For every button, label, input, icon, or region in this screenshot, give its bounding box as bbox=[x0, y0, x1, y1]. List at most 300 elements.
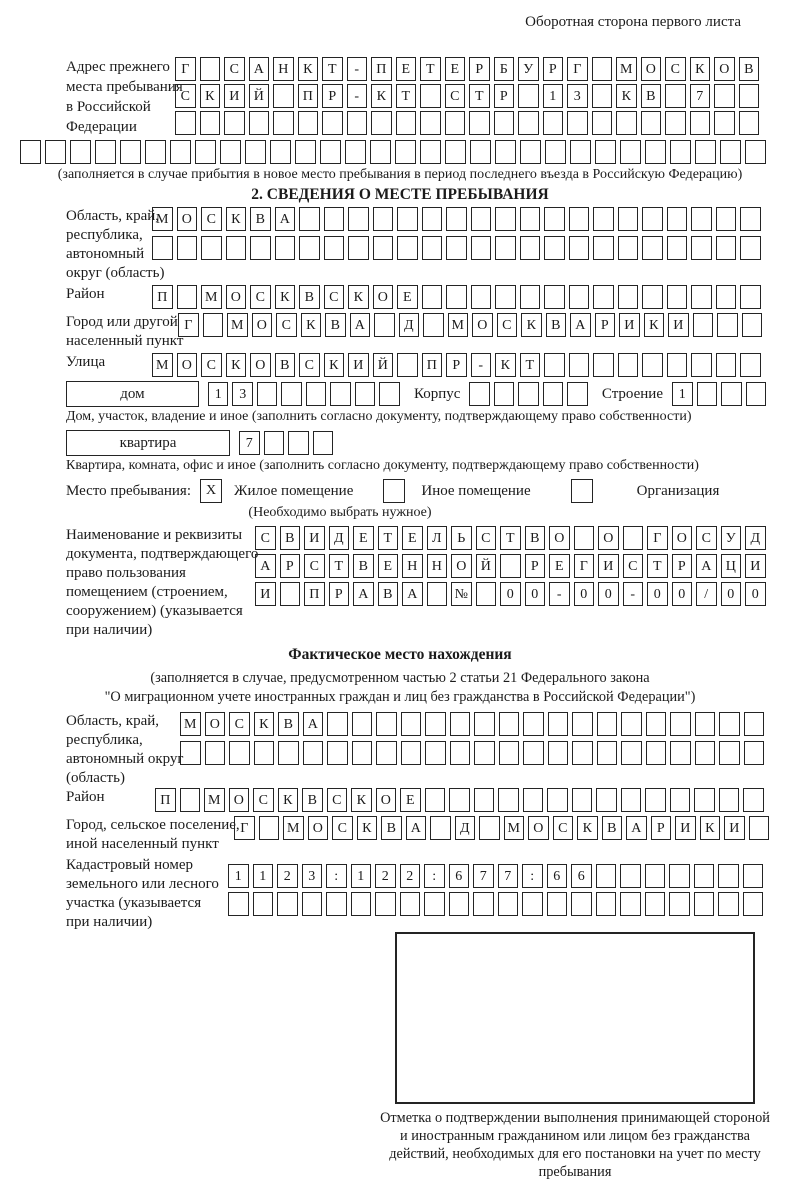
char-box bbox=[543, 111, 564, 135]
fact-city-block bbox=[66, 816, 766, 854]
char-box: Т bbox=[520, 353, 541, 377]
char-box: А bbox=[255, 554, 276, 578]
apartment-box-label: квартира bbox=[66, 430, 230, 456]
char-box bbox=[518, 111, 539, 135]
char-box: О bbox=[472, 313, 493, 337]
stay-option-residential: Жилое помещение bbox=[234, 482, 354, 499]
cadastral-block bbox=[66, 856, 766, 932]
char-box bbox=[324, 207, 345, 231]
char-box: П bbox=[152, 285, 173, 309]
char-box bbox=[273, 84, 294, 108]
char-box: О bbox=[598, 526, 619, 550]
char-box: 1 bbox=[543, 84, 564, 108]
char-box bbox=[597, 741, 618, 765]
char-box: О bbox=[451, 554, 472, 578]
char-box: Т bbox=[396, 84, 417, 108]
char-box: К bbox=[351, 788, 372, 812]
char-box bbox=[288, 431, 309, 455]
char-box bbox=[618, 207, 639, 231]
char-box: О bbox=[373, 285, 394, 309]
char-box bbox=[422, 285, 443, 309]
char-box bbox=[567, 382, 588, 406]
char-box bbox=[371, 111, 392, 135]
char-box bbox=[744, 712, 765, 736]
char-box: И bbox=[255, 582, 276, 606]
char-box: К bbox=[226, 353, 247, 377]
char-box: Р bbox=[595, 313, 616, 337]
char-box: С bbox=[175, 84, 196, 108]
char-box bbox=[425, 712, 446, 736]
apartment-cells bbox=[239, 431, 333, 455]
char-box bbox=[749, 816, 770, 840]
stay-checkbox-organization bbox=[571, 479, 593, 503]
char-box bbox=[200, 57, 221, 81]
char-box bbox=[270, 140, 291, 164]
char-box: С bbox=[201, 353, 222, 377]
char-box bbox=[572, 712, 593, 736]
char-box bbox=[450, 712, 471, 736]
char-box: А bbox=[303, 712, 324, 736]
char-box: С bbox=[696, 526, 717, 550]
char-box bbox=[645, 864, 666, 888]
char-box: С bbox=[276, 313, 297, 337]
char-box: Л bbox=[427, 526, 448, 550]
char-box bbox=[694, 892, 715, 916]
confirmation-stamp-caption: Отметка о подтверждении выполнения принимающей стороной и иностранным гражданином или лицом без гражданства действий, необходимых для его постановки на учет по месту пребывания bbox=[380, 1110, 770, 1180]
label-line: иной населенный пункт bbox=[66, 836, 219, 852]
char-box: О bbox=[672, 526, 693, 550]
stroenie-label: Строение bbox=[601, 385, 663, 402]
char-box bbox=[695, 140, 716, 164]
fact-district-row bbox=[155, 788, 764, 812]
char-box bbox=[298, 111, 319, 135]
char-box bbox=[522, 892, 543, 916]
char-box bbox=[420, 140, 441, 164]
char-box bbox=[592, 111, 613, 135]
char-box bbox=[719, 741, 740, 765]
cadastral-label bbox=[66, 856, 228, 932]
stroenie-cells bbox=[672, 382, 766, 406]
char-box bbox=[596, 788, 617, 812]
char-box: О bbox=[252, 313, 273, 337]
page-corner-note: Оборотная сторона первого листа bbox=[525, 14, 741, 30]
char-box: : bbox=[326, 864, 347, 888]
char-box: М bbox=[283, 816, 304, 840]
char-box: Д bbox=[399, 313, 420, 337]
char-box: 7 bbox=[239, 431, 260, 455]
char-box bbox=[320, 140, 341, 164]
char-box bbox=[425, 741, 446, 765]
char-box bbox=[245, 140, 266, 164]
char-box bbox=[597, 712, 618, 736]
char-box bbox=[520, 207, 541, 231]
char-box: С bbox=[229, 712, 250, 736]
char-box: С bbox=[665, 57, 686, 81]
char-box: В bbox=[325, 313, 346, 337]
char-box bbox=[180, 788, 201, 812]
region-row-2 bbox=[152, 236, 761, 260]
char-box bbox=[220, 140, 241, 164]
char-box: Р bbox=[322, 84, 343, 108]
char-box: Р bbox=[543, 57, 564, 81]
house-row bbox=[66, 381, 766, 407]
label-line: участка (указывается bbox=[66, 895, 202, 911]
char-box: М bbox=[448, 313, 469, 337]
char-box bbox=[695, 712, 716, 736]
char-box: К bbox=[324, 353, 345, 377]
char-box: К bbox=[278, 788, 299, 812]
char-box: К bbox=[301, 313, 322, 337]
char-box bbox=[420, 84, 441, 108]
fact-region-rows bbox=[180, 712, 764, 765]
stay-option-organization: Организация bbox=[636, 482, 720, 499]
label-line: Адрес прежнего bbox=[66, 59, 170, 75]
char-box: 0 bbox=[598, 582, 619, 606]
city-block bbox=[66, 313, 766, 351]
label-line: Район bbox=[66, 286, 105, 302]
fact-region-label bbox=[66, 712, 184, 788]
char-box: Ц bbox=[721, 554, 742, 578]
document-row-1 bbox=[255, 526, 766, 550]
char-box bbox=[743, 892, 764, 916]
char-box bbox=[623, 526, 644, 550]
char-box: 0 bbox=[647, 582, 668, 606]
char-box bbox=[352, 712, 373, 736]
char-box bbox=[618, 236, 639, 260]
char-box: 1 bbox=[253, 864, 274, 888]
char-box bbox=[645, 892, 666, 916]
char-box bbox=[667, 353, 688, 377]
label-line: Город, сельское поселение, bbox=[66, 817, 240, 833]
char-box: Г bbox=[234, 816, 255, 840]
char-box bbox=[397, 353, 418, 377]
char-box bbox=[621, 788, 642, 812]
char-box bbox=[228, 892, 249, 916]
char-box: Р bbox=[446, 353, 467, 377]
char-box bbox=[620, 892, 641, 916]
char-box: : bbox=[522, 864, 543, 888]
char-box bbox=[449, 788, 470, 812]
char-box bbox=[567, 111, 588, 135]
char-box: Е bbox=[397, 285, 418, 309]
district-label bbox=[66, 285, 152, 304]
char-box: К bbox=[700, 816, 721, 840]
char-box: И bbox=[348, 353, 369, 377]
stay-place-hint: (Необходимо выбрать нужное) bbox=[248, 505, 432, 520]
char-box bbox=[665, 84, 686, 108]
char-box bbox=[595, 140, 616, 164]
char-box bbox=[523, 741, 544, 765]
char-box bbox=[646, 741, 667, 765]
char-box bbox=[667, 236, 688, 260]
char-box: Й bbox=[373, 353, 394, 377]
char-box: А bbox=[570, 313, 591, 337]
char-box: Б bbox=[494, 57, 515, 81]
char-box: М bbox=[204, 788, 225, 812]
char-box: Т bbox=[322, 57, 343, 81]
char-box bbox=[545, 140, 566, 164]
char-box: О bbox=[250, 353, 271, 377]
char-box bbox=[264, 431, 285, 455]
char-box bbox=[473, 892, 494, 916]
char-box bbox=[249, 111, 270, 135]
char-box: Й bbox=[476, 554, 497, 578]
char-box bbox=[396, 111, 417, 135]
char-box bbox=[425, 788, 446, 812]
char-box: К bbox=[275, 285, 296, 309]
house-number-cells bbox=[208, 382, 400, 406]
char-box bbox=[518, 84, 539, 108]
char-box: 0 bbox=[500, 582, 521, 606]
char-box: 7 bbox=[498, 864, 519, 888]
char-box: № bbox=[451, 582, 472, 606]
char-box: О bbox=[308, 816, 329, 840]
char-box: 0 bbox=[672, 582, 693, 606]
char-box bbox=[373, 207, 394, 231]
char-box bbox=[476, 582, 497, 606]
char-box bbox=[195, 140, 216, 164]
char-box bbox=[327, 712, 348, 736]
label-line: в Российской bbox=[66, 99, 151, 115]
char-box: Т bbox=[378, 526, 399, 550]
char-box: М bbox=[180, 712, 201, 736]
char-box bbox=[596, 864, 617, 888]
char-box bbox=[277, 892, 298, 916]
prev-address-label bbox=[66, 57, 183, 137]
char-box: Т bbox=[329, 554, 350, 578]
char-box bbox=[499, 712, 520, 736]
char-box: С bbox=[497, 313, 518, 337]
char-box bbox=[667, 207, 688, 231]
char-box bbox=[498, 892, 519, 916]
house-box-label: дом bbox=[66, 381, 199, 407]
char-box bbox=[397, 207, 418, 231]
char-box bbox=[669, 892, 690, 916]
char-box bbox=[543, 382, 564, 406]
char-box: И bbox=[224, 84, 245, 108]
char-box: Т bbox=[500, 526, 521, 550]
char-box: : bbox=[424, 864, 445, 888]
char-box bbox=[620, 864, 641, 888]
label-line: при наличии) bbox=[66, 914, 153, 930]
cadastral-row-1 bbox=[228, 864, 763, 888]
city-label bbox=[66, 313, 184, 351]
label-line: места пребывания bbox=[66, 79, 183, 95]
char-box: Г bbox=[647, 526, 668, 550]
char-box bbox=[401, 741, 422, 765]
char-box: С bbox=[255, 526, 276, 550]
char-box bbox=[45, 140, 66, 164]
char-box: 7 bbox=[690, 84, 711, 108]
char-box bbox=[379, 382, 400, 406]
char-box bbox=[470, 140, 491, 164]
char-box: Н bbox=[273, 57, 294, 81]
char-box: В bbox=[353, 554, 374, 578]
char-box bbox=[691, 353, 712, 377]
cadastral-row-2 bbox=[228, 892, 763, 916]
char-box bbox=[327, 741, 348, 765]
char-box bbox=[177, 285, 198, 309]
char-box bbox=[572, 788, 593, 812]
char-box: 2 bbox=[375, 864, 396, 888]
char-box: - bbox=[347, 57, 368, 81]
char-box: К bbox=[690, 57, 711, 81]
char-box bbox=[257, 382, 278, 406]
char-box bbox=[618, 285, 639, 309]
char-box bbox=[306, 382, 327, 406]
char-box bbox=[330, 382, 351, 406]
char-box bbox=[593, 353, 614, 377]
char-box: В bbox=[602, 816, 623, 840]
char-box bbox=[500, 554, 521, 578]
char-box: С bbox=[304, 554, 325, 578]
char-box bbox=[370, 140, 391, 164]
char-box: А bbox=[350, 313, 371, 337]
char-box bbox=[145, 140, 166, 164]
char-box bbox=[494, 382, 515, 406]
char-box: И bbox=[598, 554, 619, 578]
document-row-2 bbox=[255, 554, 766, 578]
char-box bbox=[423, 313, 444, 337]
char-box bbox=[120, 140, 141, 164]
char-box bbox=[20, 140, 41, 164]
stay-place-row bbox=[66, 479, 766, 503]
label-line: Область, край, bbox=[66, 208, 160, 224]
char-box bbox=[348, 236, 369, 260]
char-box: К bbox=[644, 313, 665, 337]
char-box: О bbox=[376, 788, 397, 812]
char-box: С bbox=[324, 285, 345, 309]
char-box: - bbox=[471, 353, 492, 377]
char-box: - bbox=[549, 582, 570, 606]
fact-city-label bbox=[66, 816, 240, 854]
actual-location-title: Фактическое место нахождения bbox=[288, 646, 512, 663]
char-box bbox=[695, 741, 716, 765]
char-box: Р bbox=[651, 816, 672, 840]
char-box bbox=[229, 741, 250, 765]
stay-option-other: Иное помещение bbox=[421, 482, 531, 499]
char-box: В bbox=[525, 526, 546, 550]
label-line: Федерации bbox=[66, 119, 137, 135]
char-box bbox=[253, 892, 274, 916]
char-box bbox=[544, 353, 565, 377]
char-box: 2 bbox=[400, 864, 421, 888]
char-box bbox=[523, 788, 544, 812]
street-block bbox=[66, 353, 766, 377]
char-box: И bbox=[619, 313, 640, 337]
section2-title: 2. СВЕДЕНИЯ О МЕСТЕ ПРЕБЫВАНИЯ bbox=[251, 186, 549, 203]
char-box bbox=[740, 207, 761, 231]
char-box: С bbox=[332, 816, 353, 840]
char-box: А bbox=[249, 57, 270, 81]
char-box bbox=[422, 207, 443, 231]
char-box: П bbox=[371, 57, 392, 81]
char-box bbox=[743, 788, 764, 812]
char-box: С bbox=[250, 285, 271, 309]
char-box bbox=[445, 140, 466, 164]
char-box bbox=[745, 140, 766, 164]
char-box: Г bbox=[574, 554, 595, 578]
char-box: П bbox=[298, 84, 319, 108]
char-box: С bbox=[623, 554, 644, 578]
char-box bbox=[746, 382, 767, 406]
char-box bbox=[313, 431, 334, 455]
char-box bbox=[479, 816, 500, 840]
char-box: М bbox=[504, 816, 525, 840]
char-box bbox=[445, 111, 466, 135]
char-box: 3 bbox=[302, 864, 323, 888]
char-box bbox=[569, 353, 590, 377]
fact-city-row bbox=[234, 816, 769, 840]
char-box: В bbox=[546, 313, 567, 337]
char-box: С bbox=[445, 84, 466, 108]
char-box bbox=[621, 741, 642, 765]
char-box: 1 bbox=[208, 382, 229, 406]
fact-region-row-2 bbox=[180, 741, 764, 765]
char-box bbox=[201, 236, 222, 260]
char-box: П bbox=[304, 582, 325, 606]
char-box: О bbox=[226, 285, 247, 309]
prev-address-row-2 bbox=[175, 84, 759, 108]
char-box: 6 bbox=[547, 864, 568, 888]
char-box: Д bbox=[329, 526, 350, 550]
char-box bbox=[348, 207, 369, 231]
char-box: К bbox=[357, 816, 378, 840]
char-box bbox=[621, 712, 642, 736]
char-box: К bbox=[371, 84, 392, 108]
char-box: Р bbox=[494, 84, 515, 108]
apartment-row bbox=[66, 430, 766, 456]
char-box: К bbox=[254, 712, 275, 736]
char-box bbox=[70, 140, 91, 164]
char-box bbox=[667, 285, 688, 309]
char-box bbox=[574, 526, 595, 550]
label-line: республика, bbox=[66, 732, 143, 748]
char-box bbox=[544, 285, 565, 309]
char-box bbox=[302, 892, 323, 916]
char-box: У bbox=[721, 526, 742, 550]
char-box: Р bbox=[329, 582, 350, 606]
char-box bbox=[203, 313, 224, 337]
prev-address-row-3 bbox=[175, 111, 759, 135]
label-line: Район bbox=[66, 789, 105, 805]
char-box: 3 bbox=[232, 382, 253, 406]
char-box: С bbox=[299, 353, 320, 377]
char-box: Е bbox=[400, 788, 421, 812]
char-box: Р bbox=[469, 57, 490, 81]
char-box: - bbox=[623, 582, 644, 606]
char-box: 2 bbox=[277, 864, 298, 888]
char-box: М bbox=[201, 285, 222, 309]
char-box bbox=[646, 712, 667, 736]
label-line: округ (область) bbox=[66, 265, 165, 281]
label-line: автономный округ bbox=[66, 751, 184, 767]
char-box: В bbox=[739, 57, 760, 81]
char-box: М bbox=[152, 207, 173, 231]
char-box: 0 bbox=[721, 582, 742, 606]
char-box bbox=[471, 207, 492, 231]
char-box: М bbox=[616, 57, 637, 81]
label-line: помещением (строением, bbox=[66, 584, 228, 600]
char-box bbox=[520, 285, 541, 309]
char-box bbox=[716, 285, 737, 309]
char-box: Н bbox=[402, 554, 423, 578]
label-line: населенный пункт bbox=[66, 333, 184, 349]
fact-region-block bbox=[66, 712, 766, 788]
char-box bbox=[474, 788, 495, 812]
char-box: Е bbox=[402, 526, 423, 550]
char-box: 1 bbox=[351, 864, 372, 888]
